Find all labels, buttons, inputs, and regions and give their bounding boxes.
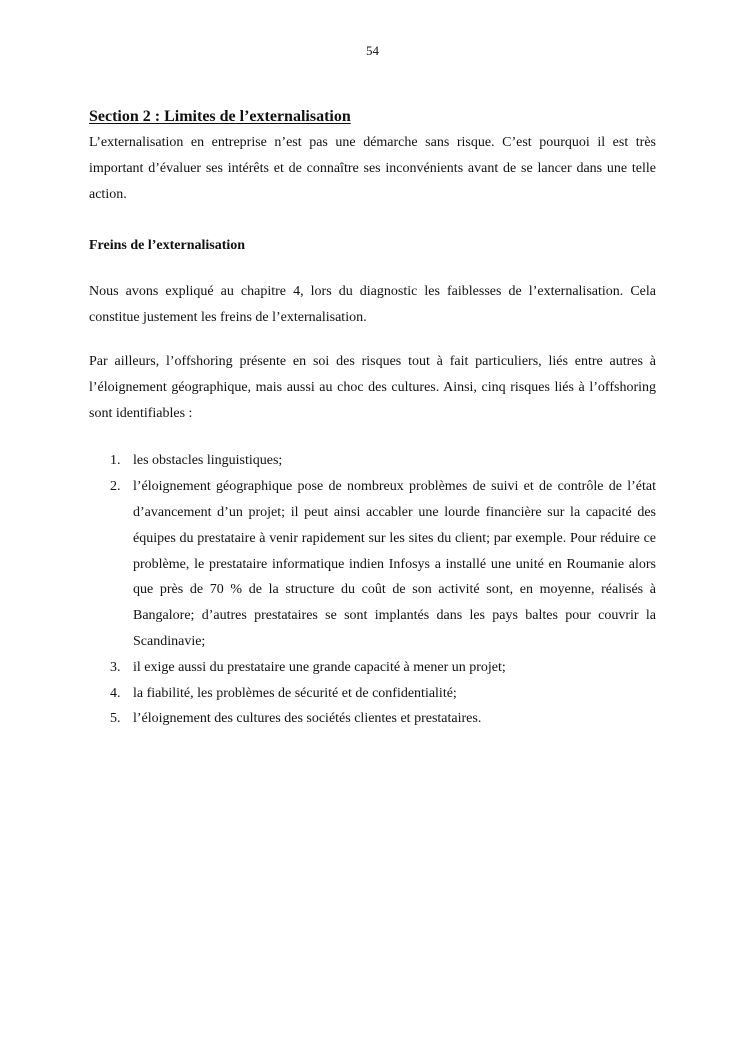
list-item-number: 1.	[110, 453, 121, 469]
list-item-text: il exige aussi du prestataire une grande capacité à mener un projet;	[133, 659, 506, 675]
list-item-number: 5.	[110, 711, 121, 727]
list-item-text: les obstacles linguistiques;	[133, 453, 283, 469]
list-item	[89, 655, 656, 681]
list-item-text: l’éloignement géographique pose de nombreux problèmes de suivi et de contrôle de l’état d’avancement d’un projet; il peut ainsi accabler une lourde financière sur la capacité des équipes du prestataire à venir rapidement sur les sites du client; par exemple. Pour réduire ce problème, le prestataire informatique indien Infosys a installé une unité en Roumanie alors que près de 70 % de la structure du coût de son activité sont, en moyenne, réalisés à Bangalore; d’autres prestataires se sont implantés dans les pays baltes pour couvrir la Scandinavie;	[133, 479, 656, 649]
list-item	[89, 448, 656, 474]
list-item-number: 4.	[110, 685, 121, 701]
page-content	[89, 106, 656, 732]
list-item	[89, 706, 656, 732]
intro-paragraph: L’externalisation en entreprise n’est pas une démarche sans risque. C’est pourquoi il est très important d’évaluer ses intérêts et de connaître ses inconvénients avant de se lancer dans une telle action.	[89, 135, 656, 202]
list-item-text: la fiabilité, les problèmes de sécurité et de confidentialité;	[133, 685, 457, 701]
paragraph-freins: Nous avons expliqué au chapitre 4, lors du diagnostic les faiblesses de l’externalisation. Cela constitue justement les freins de l’externalisation.	[89, 284, 656, 326]
list-item	[89, 681, 656, 707]
list-item-text: l’éloignement des cultures des sociétés clientes et prestataires.	[133, 711, 482, 727]
list-item-number: 3.	[110, 659, 121, 675]
page-number: 54	[366, 43, 379, 58]
subheading-freins: Freins de l’externalisation	[89, 238, 246, 254]
section-title: Section 2 : Limites de l’externalisation	[89, 108, 351, 125]
paragraph-offshoring: Par ailleurs, l’offshoring présente en soi des risques tout à fait particuliers, liés entre autres à l’éloignement géographique, mais aussi au choc des cultures. Ainsi, cinq risques liés à l’offshoring sont identifiables :	[89, 353, 656, 421]
list-item-number: 2.	[110, 479, 121, 495]
risks-list	[89, 448, 656, 732]
list-item	[89, 474, 656, 655]
